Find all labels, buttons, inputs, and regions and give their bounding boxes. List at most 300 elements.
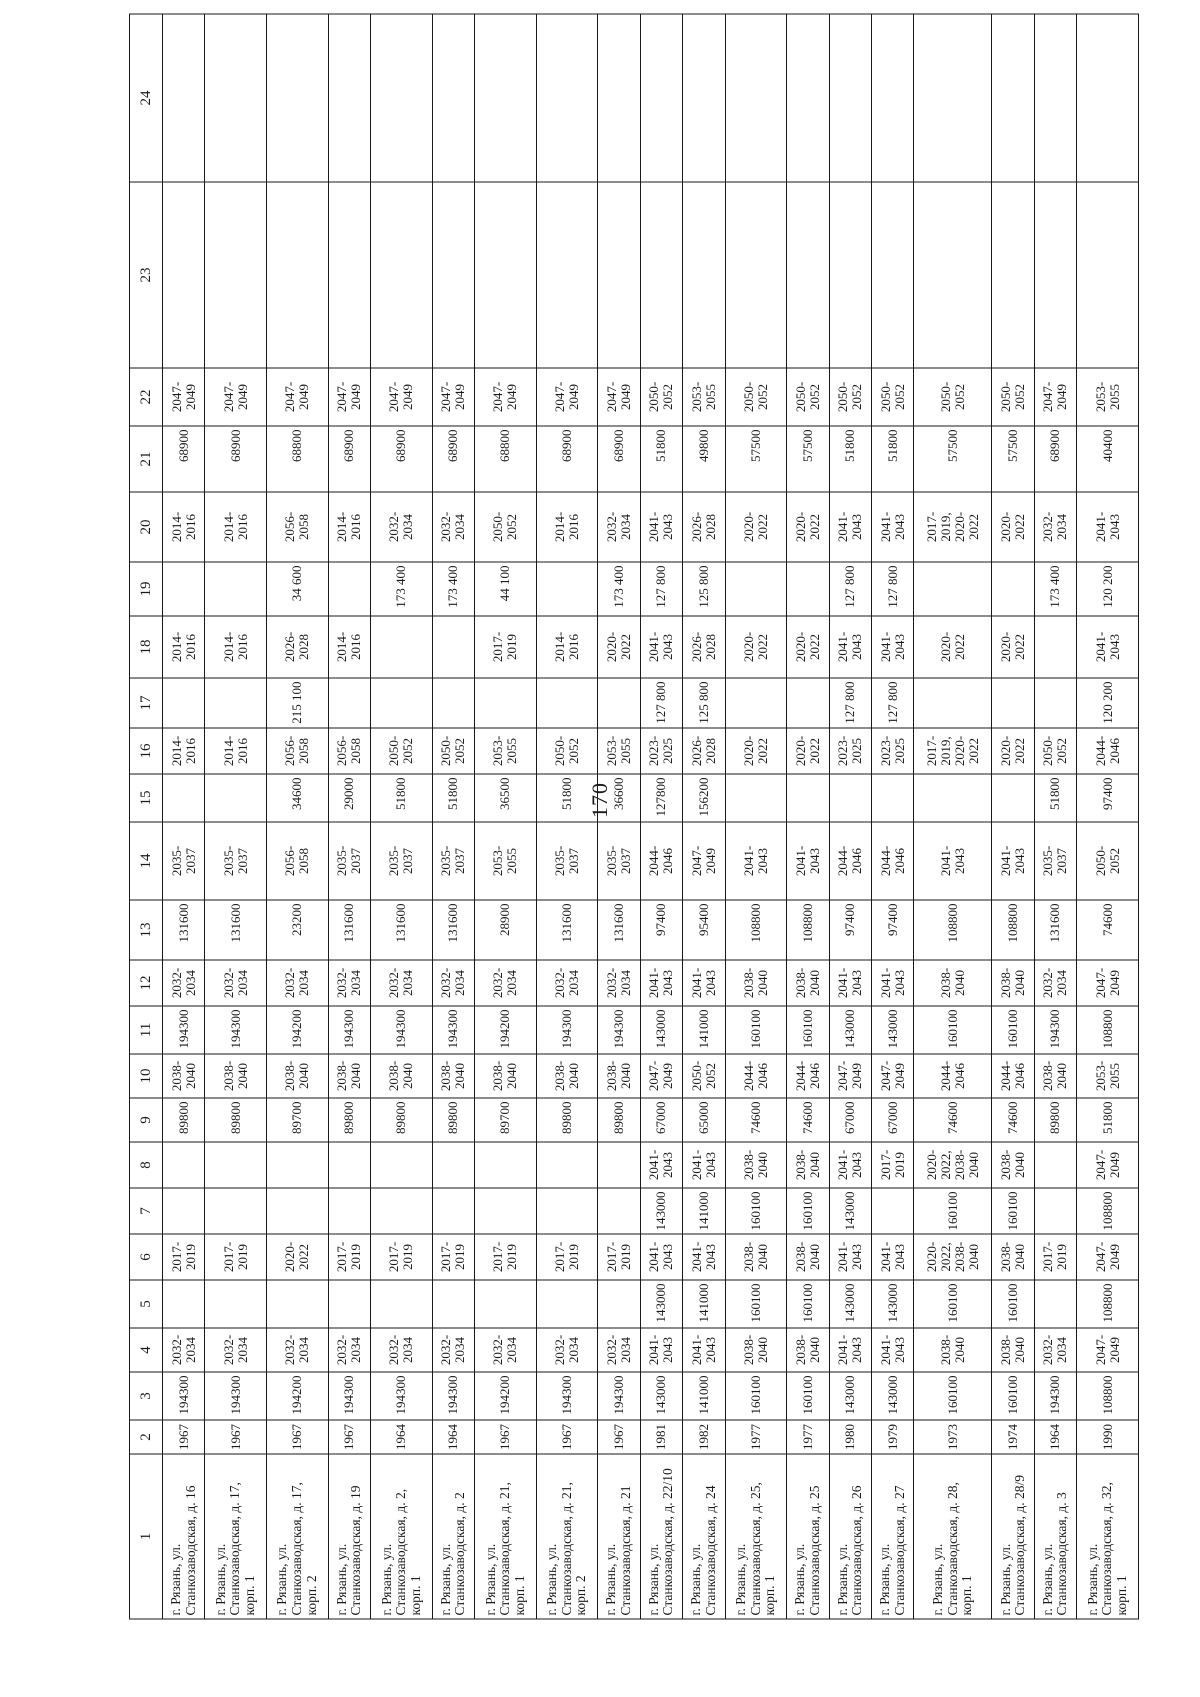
table-cell: 108800 [725, 900, 787, 960]
table-cell: 36500 [475, 774, 537, 822]
table-cell: 141000 [683, 1188, 725, 1234]
address-cell: г. Рязань, ул. Станкозаводская, д. 32, корп. 1 [1077, 1454, 1139, 1619]
table-cell: 97400 [640, 900, 682, 960]
table-row [371, 14, 433, 1619]
table-row [1077, 14, 1139, 1619]
table-cell: 194200 [267, 1372, 329, 1420]
table-cell: 160100 [725, 1188, 787, 1234]
table-cell: 2020- 2022 [598, 616, 640, 678]
table-cell: 2041- 2043 [1077, 492, 1139, 562]
table-cell: 1967 [205, 1420, 267, 1454]
table-cell [328, 14, 370, 182]
table-cell [328, 678, 370, 728]
table-cell [205, 14, 267, 182]
table-cell: 2032- 2034 [163, 1328, 205, 1372]
table-cell: 89800 [1034, 1098, 1076, 1142]
table-cell: 2020- 2022 [787, 728, 829, 774]
table-cell: 2038- 2040 [205, 1054, 267, 1098]
table-cell [536, 678, 598, 728]
table-cell: 51800 [1034, 774, 1076, 822]
table-cell [475, 182, 537, 368]
table-cell: 2044- 2046 [787, 1054, 829, 1098]
table-cell: 125 800 [683, 562, 725, 616]
table-cell: 2041- 2043 [640, 1234, 682, 1280]
table-cell: 160100 [787, 1188, 829, 1234]
table-cell: 40400 [1077, 426, 1139, 492]
table-cell: 194300 [328, 1006, 370, 1054]
table-cell [328, 1280, 370, 1328]
address-cell: г. Рязань, ул. Станкозаводская, д. 16 [163, 1454, 205, 1619]
table-cell [1034, 182, 1076, 368]
table-cell: 2041- 2043 [683, 1328, 725, 1372]
column-header: 13 [130, 900, 163, 960]
table-cell [598, 678, 640, 728]
table-cell [432, 1188, 474, 1234]
table-cell: 2017- 2019 [328, 1234, 370, 1280]
table-cell: 2020- 2022 [725, 616, 787, 678]
table-cell: 2050- 2052 [640, 368, 682, 426]
table-row [475, 14, 537, 1619]
table-cell [267, 14, 329, 182]
table-cell: 194200 [475, 1372, 537, 1420]
table-cell: 34 600 [267, 562, 329, 616]
table-cell: 2053- 2055 [475, 728, 537, 774]
address-cell: г. Рязань, ул. Станкозаводская, д. 3 [1034, 1454, 1076, 1619]
table-cell: 2023- 2025 [829, 728, 871, 774]
table-row [640, 14, 682, 1619]
table-cell [683, 14, 725, 182]
table-cell: 2050- 2052 [1034, 728, 1076, 774]
table-cell: 143000 [640, 1006, 682, 1054]
table-cell: 57500 [725, 426, 787, 492]
table-cell: 2041- 2043 [872, 616, 914, 678]
table-cell [432, 182, 474, 368]
table-cell: 97400 [872, 900, 914, 960]
table-cell: 2020- 2022, 2038- 2040 [914, 1234, 992, 1280]
table-cell: 2056- 2058 [328, 728, 370, 774]
table-cell: 2041- 2043 [683, 1142, 725, 1188]
table-cell [267, 1188, 329, 1234]
table-cell [725, 14, 787, 182]
table-cell: 2020- 2022 [992, 616, 1034, 678]
table-cell [205, 678, 267, 728]
table-cell [640, 14, 682, 182]
table-cell: 68900 [598, 426, 640, 492]
table-cell [598, 1280, 640, 1328]
table-cell: 2017- 2019 [872, 1142, 914, 1188]
table-cell: 2032- 2034 [205, 1328, 267, 1372]
table-cell: 2047- 2049 [598, 368, 640, 426]
address-cell: г. Рязань, ул. Станкозаводская, д. 26 [829, 1454, 871, 1619]
table-cell [163, 562, 205, 616]
table-cell: 2044- 2046 [992, 1054, 1034, 1098]
table-cell: 2017- 2019 [536, 1234, 598, 1280]
table-cell: 74600 [725, 1098, 787, 1142]
table-cell: 2047- 2049 [872, 1054, 914, 1098]
column-header: 1 [130, 1454, 163, 1619]
address-cell: г. Рязань, ул. Станкозаводская, д. 17, корп. 1 [205, 1454, 267, 1619]
table-cell: 2035- 2037 [328, 822, 370, 900]
table-cell [163, 678, 205, 728]
table-cell: 2014- 2016 [536, 616, 598, 678]
table-cell: 89800 [536, 1098, 598, 1142]
table-cell: 2047- 2049 [205, 368, 267, 426]
table-cell: 108800 [992, 900, 1034, 960]
table-cell: 2035- 2037 [1034, 822, 1076, 900]
table-cell: 141000 [683, 1372, 725, 1420]
table-cell [598, 182, 640, 368]
table-cell [432, 1280, 474, 1328]
table-cell: 1964 [432, 1420, 474, 1454]
table-cell: 131600 [163, 900, 205, 960]
table-cell [267, 1280, 329, 1328]
table-row [536, 14, 598, 1619]
table-cell: 95400 [683, 900, 725, 960]
table-cell: 2020- 2022 [992, 492, 1034, 562]
table-cell: 2050- 2052 [371, 728, 433, 774]
table-cell: 89800 [598, 1098, 640, 1142]
table-cell: 2038- 2040 [992, 1142, 1034, 1188]
table-cell: 2041- 2043 [829, 492, 871, 562]
table-cell [992, 678, 1034, 728]
table-cell: 1977 [787, 1420, 829, 1454]
address-cell: г. Рязань, ул. Станкозаводская, д. 17, корп. 2 [267, 1454, 329, 1619]
table-cell [163, 774, 205, 822]
table-cell: 2050- 2052 [829, 368, 871, 426]
table-cell [205, 562, 267, 616]
table-cell [267, 1142, 329, 1188]
table-cell: 2023- 2025 [872, 728, 914, 774]
table-cell: 2047- 2049 [640, 1054, 682, 1098]
table-cell: 44 100 [475, 562, 537, 616]
table-cell: 68900 [328, 426, 370, 492]
table-cell [683, 182, 725, 368]
column-header: 7 [130, 1188, 163, 1234]
table-cell: 143000 [829, 1372, 871, 1420]
table-cell: 160100 [992, 1372, 1034, 1420]
table-cell [1034, 616, 1076, 678]
table-cell [371, 1188, 433, 1234]
table-cell: 2050- 2052 [683, 1054, 725, 1098]
rotated-table-wrapper [129, 65, 1139, 1620]
table-cell [371, 182, 433, 368]
table-cell: 2035- 2037 [371, 822, 433, 900]
table-cell: 2047- 2049 [163, 368, 205, 426]
table-cell: 2041- 2043 [872, 1328, 914, 1372]
table-cell: 131600 [432, 900, 474, 960]
table-cell: 29000 [328, 774, 370, 822]
table-cell: 57500 [992, 426, 1034, 492]
table-cell: 143000 [640, 1280, 682, 1328]
table-cell: 194300 [1034, 1372, 1076, 1420]
table-cell: 2032- 2034 [536, 960, 598, 1006]
table-cell: 160100 [725, 1372, 787, 1420]
table-cell: 89800 [163, 1098, 205, 1142]
table-cell: 2038- 2040 [163, 1054, 205, 1098]
table-cell: 51800 [432, 774, 474, 822]
table-cell: 108800 [1077, 1006, 1139, 1054]
table-cell: 2041- 2043 [829, 616, 871, 678]
address-cell: г. Рязань, ул. Станкозаводская, д. 28/9 [992, 1454, 1034, 1619]
table-cell: 1967 [475, 1420, 537, 1454]
table-cell [205, 182, 267, 368]
table-cell: 108800 [787, 900, 829, 960]
table-cell: 127 800 [872, 678, 914, 728]
table-cell: 2056- 2058 [267, 492, 329, 562]
table-cell: 2047- 2049 [1077, 1234, 1139, 1280]
table-row [914, 14, 992, 1619]
table-cell [787, 14, 829, 182]
table-cell: 36600 [598, 774, 640, 822]
table-cell: 194300 [536, 1006, 598, 1054]
table-cell: 2032- 2034 [371, 492, 433, 562]
table-cell [914, 14, 992, 182]
table-cell [1077, 14, 1139, 182]
table-cell: 65000 [683, 1098, 725, 1142]
table-cell: 67000 [829, 1098, 871, 1142]
table-cell: 2035- 2037 [536, 822, 598, 900]
table-cell: 2050- 2052 [992, 368, 1034, 426]
table-cell: 141000 [683, 1006, 725, 1054]
table-cell: 160100 [787, 1372, 829, 1420]
table-cell: 160100 [914, 1188, 992, 1234]
table-cell: 2035- 2037 [432, 822, 474, 900]
table-cell: 194200 [475, 1006, 537, 1054]
table-cell: 67000 [872, 1098, 914, 1142]
table-cell: 2038- 2040 [725, 1328, 787, 1372]
table-cell: 2032- 2034 [205, 960, 267, 1006]
table-cell: 2014- 2016 [328, 492, 370, 562]
table-cell: 2038- 2040 [992, 960, 1034, 1006]
table-cell [163, 182, 205, 368]
table-cell [598, 14, 640, 182]
address-cell: г. Рязань, ул. Станкозаводская, д. 28, корп. 1 [914, 1454, 992, 1619]
table-cell: 194300 [598, 1006, 640, 1054]
table-cell: 74600 [992, 1098, 1034, 1142]
table-cell [371, 678, 433, 728]
table-cell: 194300 [371, 1006, 433, 1054]
table-cell: 2050- 2052 [872, 368, 914, 426]
table-cell: 160100 [992, 1006, 1034, 1054]
table-cell: 2017- 2019 [432, 1234, 474, 1280]
housing-repair-table [129, 14, 1139, 1620]
table-cell: 143000 [829, 1280, 871, 1328]
table-cell: 97400 [829, 900, 871, 960]
table-cell: 194300 [598, 1372, 640, 1420]
table-cell [872, 14, 914, 182]
table-cell: 194300 [205, 1006, 267, 1054]
table-cell: 194300 [163, 1372, 205, 1420]
table-cell [536, 182, 598, 368]
table-cell [598, 1188, 640, 1234]
table-cell: 68900 [1034, 426, 1076, 492]
column-header: 24 [130, 14, 163, 182]
table-cell: 51800 [536, 774, 598, 822]
table-cell: 2017- 2019, 2020- 2022 [914, 492, 992, 562]
table-cell: 2050- 2052 [725, 368, 787, 426]
table-cell: 108800 [914, 900, 992, 960]
table-row [787, 14, 829, 1619]
table-cell: 160100 [992, 1280, 1034, 1328]
table-row [683, 14, 725, 1619]
table-cell: 143000 [872, 1006, 914, 1054]
address-cell: г. Рязань, ул. Станкозаводская, д. 2 [432, 1454, 474, 1619]
table-cell: 28900 [475, 900, 537, 960]
table-cell [725, 774, 787, 822]
column-header: 2 [130, 1420, 163, 1454]
table-row [598, 14, 640, 1619]
table-cell: 194300 [432, 1006, 474, 1054]
column-header: 3 [130, 1372, 163, 1420]
table-cell [1034, 14, 1076, 182]
table-cell: 160100 [914, 1006, 992, 1054]
column-header: 20 [130, 492, 163, 562]
table-cell: 67000 [640, 1098, 682, 1142]
table-cell: 2017- 2019 [163, 1234, 205, 1280]
table-cell [872, 774, 914, 822]
column-header: 5 [130, 1280, 163, 1328]
column-header: 8 [130, 1142, 163, 1188]
table-cell: 2032- 2034 [598, 960, 640, 1006]
table-cell: 156200 [683, 774, 725, 822]
table-cell: 2032- 2034 [1034, 1328, 1076, 1372]
table-cell: 127 800 [640, 678, 682, 728]
table-cell: 1967 [267, 1420, 329, 1454]
table-cell: 120 200 [1077, 562, 1139, 616]
table-cell: 74600 [1077, 900, 1139, 960]
table-cell: 127800 [640, 774, 682, 822]
table-cell: 2032- 2034 [328, 960, 370, 1006]
table-cell [872, 1188, 914, 1234]
table-cell: 2020- 2022 [787, 492, 829, 562]
table-cell: 68900 [205, 426, 267, 492]
table-cell: 2047- 2049 [328, 368, 370, 426]
table-cell: 2041- 2043 [914, 822, 992, 900]
table-cell: 89800 [371, 1098, 433, 1142]
table-cell [1034, 1280, 1076, 1328]
table-cell: 68900 [536, 426, 598, 492]
table-cell [267, 182, 329, 368]
table-cell: 2047- 2049 [1077, 960, 1139, 1006]
table-cell: 2020- 2022 [914, 616, 992, 678]
table-cell: 2020- 2022 [992, 728, 1034, 774]
table-cell: 2035- 2037 [205, 822, 267, 900]
table-cell [1034, 678, 1076, 728]
table-cell: 2038- 2040 [725, 1142, 787, 1188]
table-cell: 51800 [1077, 1098, 1139, 1142]
table-cell: 127 800 [640, 562, 682, 616]
table-cell: 2020- 2022 [725, 728, 787, 774]
table-cell [992, 182, 1034, 368]
table-cell [163, 1188, 205, 1234]
table-cell: 68800 [475, 426, 537, 492]
table-cell: 2038- 2040 [787, 1328, 829, 1372]
table-cell: 2017- 2019 [475, 1234, 537, 1280]
address-cell: г. Рязань, ул. Станкозаводская, д. 22/10 [640, 1454, 682, 1619]
table-cell [992, 14, 1034, 182]
table-row [1034, 14, 1076, 1619]
table-cell: 1977 [725, 1420, 787, 1454]
table-cell: 2023- 2025 [640, 728, 682, 774]
table-cell: 2032- 2034 [1034, 960, 1076, 1006]
table-cell [475, 678, 537, 728]
address-cell: г. Рязань, ул. Станкозаводская, д. 21, корп. 2 [536, 1454, 598, 1619]
table-cell: 2044- 2046 [829, 822, 871, 900]
table-cell: 194300 [536, 1372, 598, 1420]
table-cell [475, 14, 537, 182]
table-cell [432, 14, 474, 182]
table-cell [787, 562, 829, 616]
table-cell [371, 616, 433, 678]
table-cell: 2032- 2034 [371, 960, 433, 1006]
table-cell [475, 1280, 537, 1328]
column-header: 16 [130, 728, 163, 774]
table-cell [163, 1280, 205, 1328]
table-cell: 2044- 2046 [914, 1054, 992, 1098]
table-cell: 125 800 [683, 678, 725, 728]
table-cell: 131600 [205, 900, 267, 960]
table-cell [787, 774, 829, 822]
table-row [328, 14, 370, 1619]
table-cell: 2047- 2049 [432, 368, 474, 426]
table-body [163, 14, 1139, 1619]
column-header: 9 [130, 1098, 163, 1142]
table-cell [536, 1142, 598, 1188]
table-cell [163, 14, 205, 182]
table-cell: 108800 [1077, 1280, 1139, 1328]
table-cell: 2047- 2049 [267, 368, 329, 426]
table-cell: 2014- 2016 [163, 616, 205, 678]
table-cell: 89800 [205, 1098, 267, 1142]
address-cell: г. Рязань, ул. Станкозаводская, д. 25, корп. 1 [725, 1454, 787, 1619]
address-cell: г. Рязань, ул. Станкозаводская, д. 19 [328, 1454, 370, 1619]
table-cell [829, 14, 871, 182]
table-cell: 2038- 2040 [914, 1328, 992, 1372]
table-cell [205, 774, 267, 822]
column-header: 10 [130, 1054, 163, 1098]
table-cell: 143000 [829, 1006, 871, 1054]
table-cell: 143000 [640, 1188, 682, 1234]
table-cell [475, 1142, 537, 1188]
table-cell: 57500 [787, 426, 829, 492]
table-row [432, 14, 474, 1619]
table-cell: 2041- 2043 [640, 1328, 682, 1372]
table-cell: 2047- 2049 [371, 368, 433, 426]
table-cell: 2041- 2043 [683, 1234, 725, 1280]
table-cell [725, 678, 787, 728]
column-header: 18 [130, 616, 163, 678]
table-cell: 2032- 2034 [371, 1328, 433, 1372]
table-cell: 2050- 2052 [536, 728, 598, 774]
table-cell: 57500 [914, 426, 992, 492]
table-cell: 108800 [1077, 1188, 1139, 1234]
address-cell: г. Рязань, ул. Станкозаводская, д. 21, корп. 1 [475, 1454, 537, 1619]
table-cell: 131600 [371, 900, 433, 960]
table-cell: 2032- 2034 [598, 492, 640, 562]
table-cell: 2047- 2049 [536, 368, 598, 426]
table-cell: 68900 [371, 426, 433, 492]
table-cell: 2038- 2040 [328, 1054, 370, 1098]
table-cell: 51800 [872, 426, 914, 492]
table-cell: 131600 [598, 900, 640, 960]
table-cell: 2032- 2034 [598, 1328, 640, 1372]
table-cell [640, 182, 682, 368]
table-cell: 2014- 2016 [205, 616, 267, 678]
table-cell [1077, 182, 1139, 368]
table-cell: 143000 [872, 1280, 914, 1328]
column-header: 4 [130, 1328, 163, 1372]
table-cell: 2038- 2040 [432, 1054, 474, 1098]
